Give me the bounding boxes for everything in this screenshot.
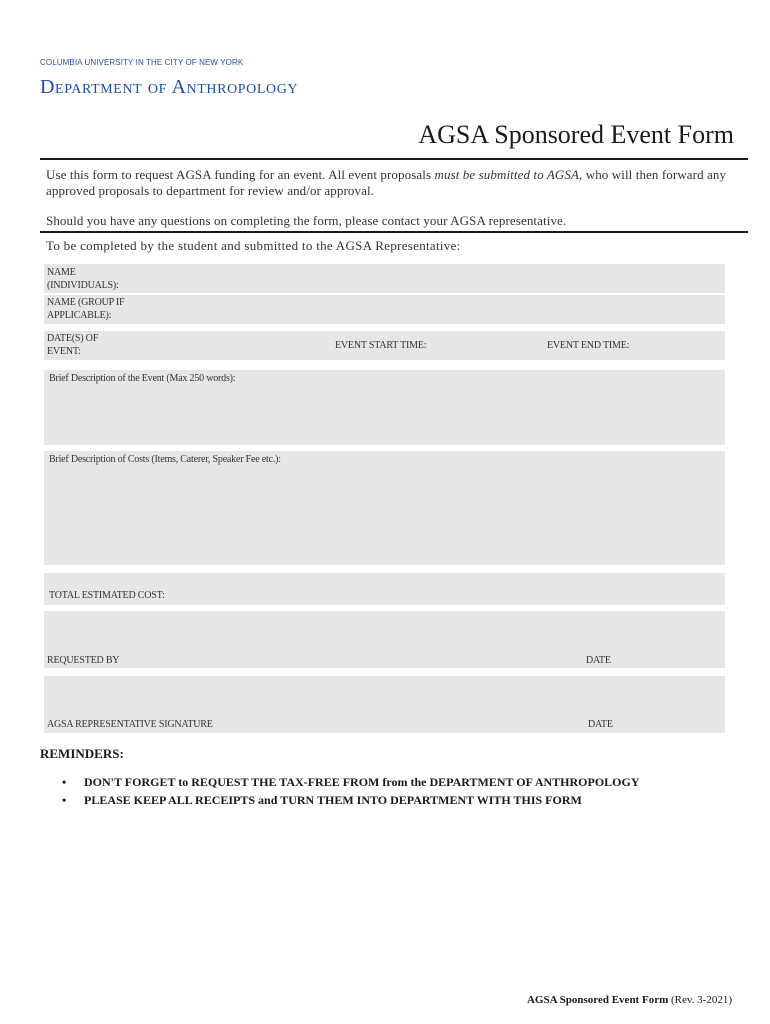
name-group-field[interactable] (44, 295, 725, 324)
reminder-item (62, 775, 640, 790)
name-individuals-label (47, 266, 119, 292)
name-individuals-field[interactable] (44, 264, 725, 293)
intro-text-start: Use this form to request AGSA funding for an event. All event proposals (46, 167, 435, 182)
bullet-icon: • (62, 775, 67, 789)
department-name: Department of Anthropology (40, 76, 299, 98)
agsa-date-label: DATE (588, 719, 613, 730)
event-end-time-label[interactable]: EVENT END TIME: (547, 340, 630, 351)
event-dates-label-line2: EVENT: (47, 346, 81, 357)
requested-date-label: DATE (586, 655, 611, 666)
name-individuals-label-line2: (INDIVIDUALS): (47, 280, 119, 291)
event-dates-row (44, 331, 725, 360)
instructions-divider (40, 231, 748, 233)
university-name: COLUMBIA UNIVERSITY IN THE CITY OF NEW YORK (40, 58, 244, 67)
instructions-text: To be completed by the student and submitted to the AGSA Representative: (46, 238, 461, 253)
intro-paragraph (46, 167, 746, 199)
total-cost-label: TOTAL ESTIMATED COST: (49, 590, 165, 601)
bullet-icon: • (62, 793, 67, 807)
footer-revision: (Rev. 3-2021) (668, 994, 732, 1006)
reminder-text: PLEASE KEEP ALL RECEIPTS and TURN THEM INTO DEPARTMENT WITH THIS FORM (84, 793, 582, 807)
form-title: AGSA Sponsored Event Form (418, 120, 734, 149)
event-description-label: Brief Description of the Event (Max 250 words): (49, 373, 236, 384)
event-dates-label (47, 332, 98, 358)
reminders-title: REMINDERS: (40, 746, 124, 761)
reminder-item (62, 793, 582, 808)
agsa-signature-label: AGSA REPRESENTATIVE SIGNATURE (47, 719, 213, 730)
name-individuals-label-line1: NAME (47, 267, 76, 278)
event-start-time-label[interactable]: EVENT START TIME: (335, 340, 427, 351)
cost-description-label: Brief Description of Costs (Items, Caterer, Speaker Fee etc.): (49, 454, 281, 465)
footer-title: AGSA Sponsored Event Form (526, 994, 669, 1006)
agsa-signature-field[interactable] (44, 676, 725, 733)
name-group-label (47, 296, 124, 322)
event-description-field[interactable] (44, 370, 725, 445)
name-group-label-line1: NAME (GROUP IF (47, 297, 125, 308)
requested-by-label: REQUESTED BY (47, 655, 120, 666)
cost-description-field[interactable] (44, 451, 725, 565)
total-cost-field[interactable] (44, 573, 725, 605)
contact-paragraph: Should you have any questions on completing the form, please contact your AGSA representative. (46, 213, 567, 228)
title-divider (40, 158, 748, 160)
footer (527, 994, 732, 1006)
intro-emphasis: must be submitted to AGSA (434, 167, 580, 182)
intro-text-end: , who will then forward any approved proposals to department for review and/or approval. (46, 167, 727, 198)
reminder-text: DON'T FORGET to REQUEST THE TAX-FREE FROM from the DEPARTMENT OF ANTHROPOLOGY (84, 775, 640, 789)
requested-by-field[interactable] (44, 611, 725, 668)
event-dates-label-line1: DATE(S) OF (47, 333, 99, 344)
name-group-label-line2: APPLICABLE): (47, 310, 112, 321)
